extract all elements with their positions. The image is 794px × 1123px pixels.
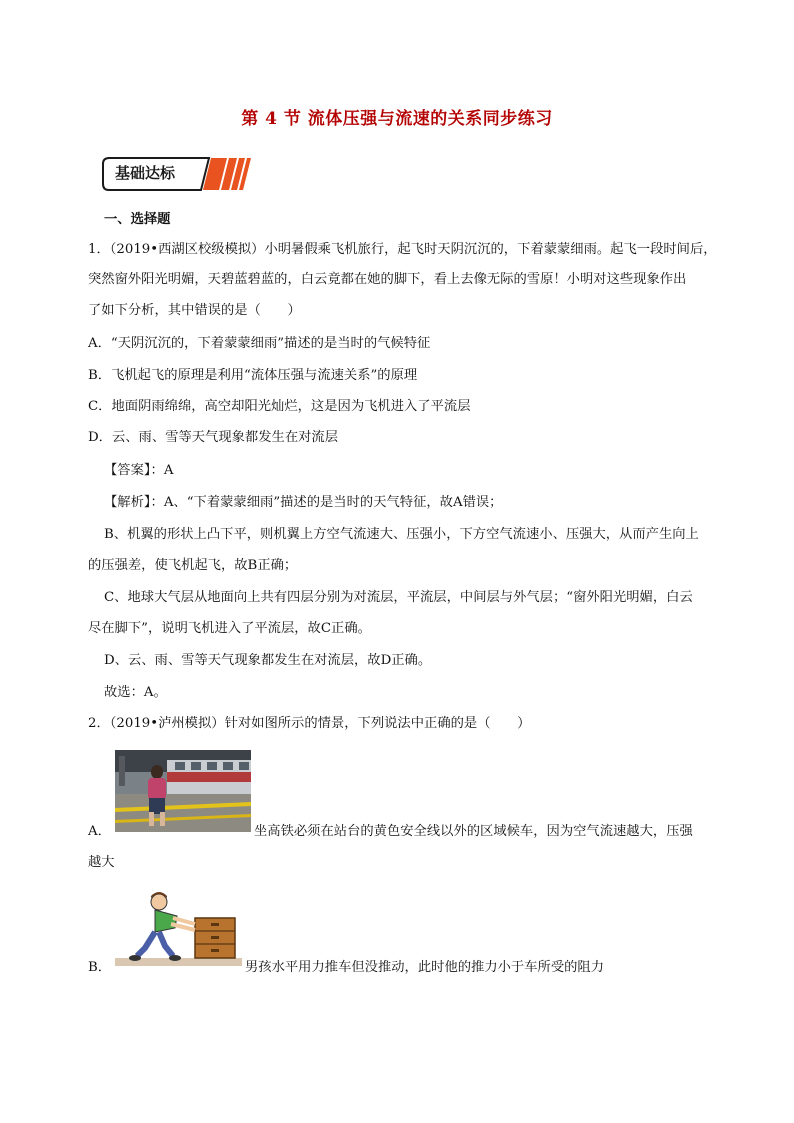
train-platform-image <box>115 750 251 832</box>
q1-stem-line-2: 突然窗外阳光明媚，天碧蓝碧蓝的，白云竟都在她的脚下，看上去像无际的雪原！小明对这些现象作出 <box>88 272 687 287</box>
section-banner <box>101 156 261 192</box>
q1-option-d: D．云、雨、雪等天气现象都发生在对流层 <box>88 430 339 445</box>
q2-option-a-label: A． <box>88 824 111 839</box>
q1-analysis-line-3: 的压强差，使飞机起飞，故B正确； <box>88 558 298 573</box>
q1-option-c: C．地面阴雨绵绵，高空却阳光灿烂，这是因为飞机进入了平流层 <box>88 399 471 414</box>
q1-analysis-line-2: B、机翼的形状上凸下平，则机翼上方空气流速大、压强小，下方空气流速小、压强大，从而产生向上 <box>104 527 699 542</box>
section-heading: 一、选择题 <box>104 212 171 227</box>
boy-pushing-cabinet-icon <box>115 888 242 970</box>
q2-option-a-text-2: 越大 <box>88 855 115 870</box>
q2-stem: 2．（2019•泸州模拟）针对如图所示的情景，下列说法中正确的是（ ） <box>88 716 531 731</box>
boy-pushing-cabinet-image <box>115 888 242 970</box>
section-banner-label: 基础达标 <box>115 164 176 182</box>
q1-analysis-line-5: 尽在脚下”，说明飞机进入了平流层，故C正确。 <box>88 621 371 636</box>
q1-option-a: A．“天阴沉沉的，下着蒙蒙细雨”描述的是当时的气候特征 <box>88 336 431 351</box>
q1-analysis-line-1: 【解析】：A、“下着蒙蒙细雨”描述的是当时的天气特征，故A错误； <box>104 495 503 510</box>
train-platform-photo-icon <box>115 750 251 832</box>
q1-stem-line-1: 1．（2019•西湖区校级模拟）小明暑假乘飞机旅行，起飞时天阴沉沉的，下着蒙蒙细雨。起飞一段时间后， <box>88 242 717 257</box>
q2-option-b-text: 男孩水平用力推车但没推动，此时他的推力小于车所受的阻力 <box>245 960 605 975</box>
q1-option-b: B．飞机起飞的原理是利用“流体压强与流速关系”的原理 <box>88 368 418 383</box>
q2-option-b-label: B． <box>88 960 112 975</box>
page-title: 第 4 节 流体压强与流速的关系同步练习 <box>241 109 553 129</box>
q2-option-a-text-1: 坐高铁必须在站台的黄色安全线以外的区域候车，因为空气流速越大，压强 <box>254 824 693 839</box>
q1-analysis-line-7: 故选：A。 <box>104 685 167 700</box>
q1-analysis-line-4: C、地球大气层从地面向上共有四层分别为对流层，平流层，中间层与外气层；“窗外阳光明媚，白云 <box>104 590 693 605</box>
q1-analysis-line-6: D、云、雨、雪等天气现象都发生在对流层，故D正确。 <box>104 653 432 668</box>
q1-answer: 【答案】：A <box>104 463 174 478</box>
q1-stem-line-3: 了如下分析，其中错误的是（ ） <box>88 303 301 318</box>
